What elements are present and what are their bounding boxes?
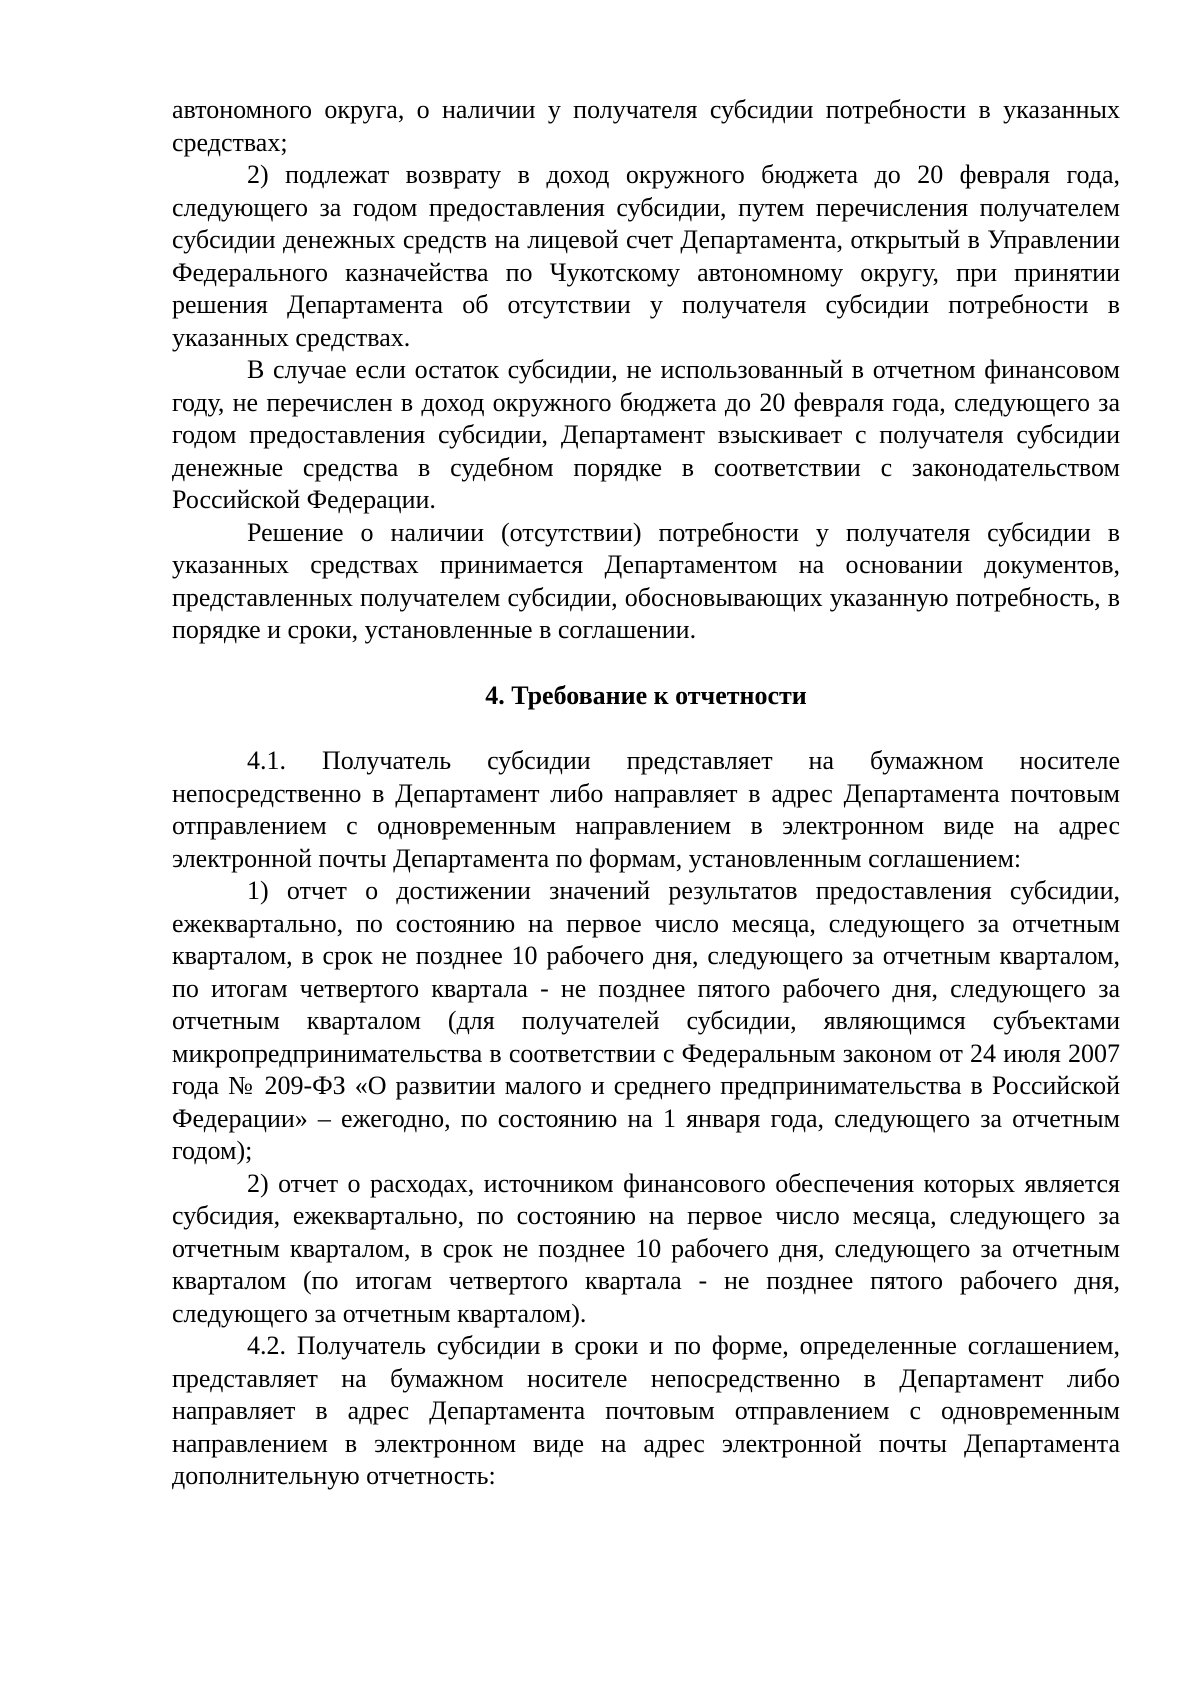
paragraph-unused-balance: В случае если остаток субсидии, не использованный в отчетном финансовом году, не перечислен в доход окружного бюджета до 20 февраля года, следующего за годом предоставления субсидии, Департамент взыскивает с получателя субсидии денежные средства в судебном порядке в соответствии с законодательством Российской Федерации. bbox=[172, 355, 1120, 514]
paragraph-continuation: автономного округа, о наличии у получателя субсидии потребности в указанных средствах; bbox=[172, 95, 1120, 157]
paragraph-4-2: 4.2. Получатель субсидии в сроки и по форме, определенные соглашением, представляет на бумажном носителе непосредственно в Департамент либо направляет в адрес Департамента почтовым отправлением с одновременным направлением в электронном виде на адрес электронной почты Департамента дополнительную отчетность: bbox=[172, 1331, 1120, 1490]
paragraph-4-1-item-2: 2) отчет о расходах, источником финансового обеспечения которых является субсидия, ежеквартально, по состоянию на первое число месяца, следующего за отчетным кварталом, в срок не позднее 10 рабочего дня, следующего за отчетным кварталом (по итогам четвертого квартала - не позднее пятого рабочего дня, следующего за отчетным кварталом). bbox=[172, 1168, 1120, 1328]
paragraph-item-2: 2) подлежат возврату в доход окружного бюджета до 20 февраля года, следующего за годом предоставления субсидии, путем перечисления получателем субсидии денежных средств на лицевой счет Департамента, открытый в Управлении Федерального казначейства по Чукотскому автономному округу, при принятии решения Департамента об отсутствии у получателя субсидии потребности в указанных средствах. bbox=[172, 160, 1120, 352]
paragraph-decision: Решение о наличии (отсутствии) потребности у получателя субсидии в указанных средствах принимается Департаментом на основании документов, представленных получателем субсидии, обосновывающих указанную потребность, в порядке и сроки, установленные в соглашении. bbox=[172, 517, 1120, 644]
section-heading: 4. Требование к отчетности bbox=[485, 680, 807, 710]
paragraph-4-1: 4.1. Получатель субсидии представляет на бумажном носителе непосредственно в Департамент либо направляет в адрес Департамента почтовым отправлением с одновременным направлением в электронном виде на адрес электронной почты Департамента по формам, установленным соглашением: bbox=[172, 746, 1120, 873]
paragraph-4-1-item-1: 1) отчет о достижении значений результатов предоставления субсидии, ежеквартально, по состоянию на первое число месяца, следующего за отчетным кварталом, в срок не позднее 10 рабочего дня, следующего за отчетным кварталом, по итогам четвертого квартала - не позднее пятого рабочего дня, следующего за отчетным кварталом (для получателей субсидии, являющимся субъектами микропредпринимательства в соответствии с Федеральным законом от 24 июля 2007 года № 209-ФЗ «О развитии малого и среднего предпринимательства в Российской Федерации» – ежегодно, по состоянию на 1 января года, следующего за отчетным годом); bbox=[172, 876, 1120, 1165]
document-body bbox=[172, 94, 1120, 1493]
